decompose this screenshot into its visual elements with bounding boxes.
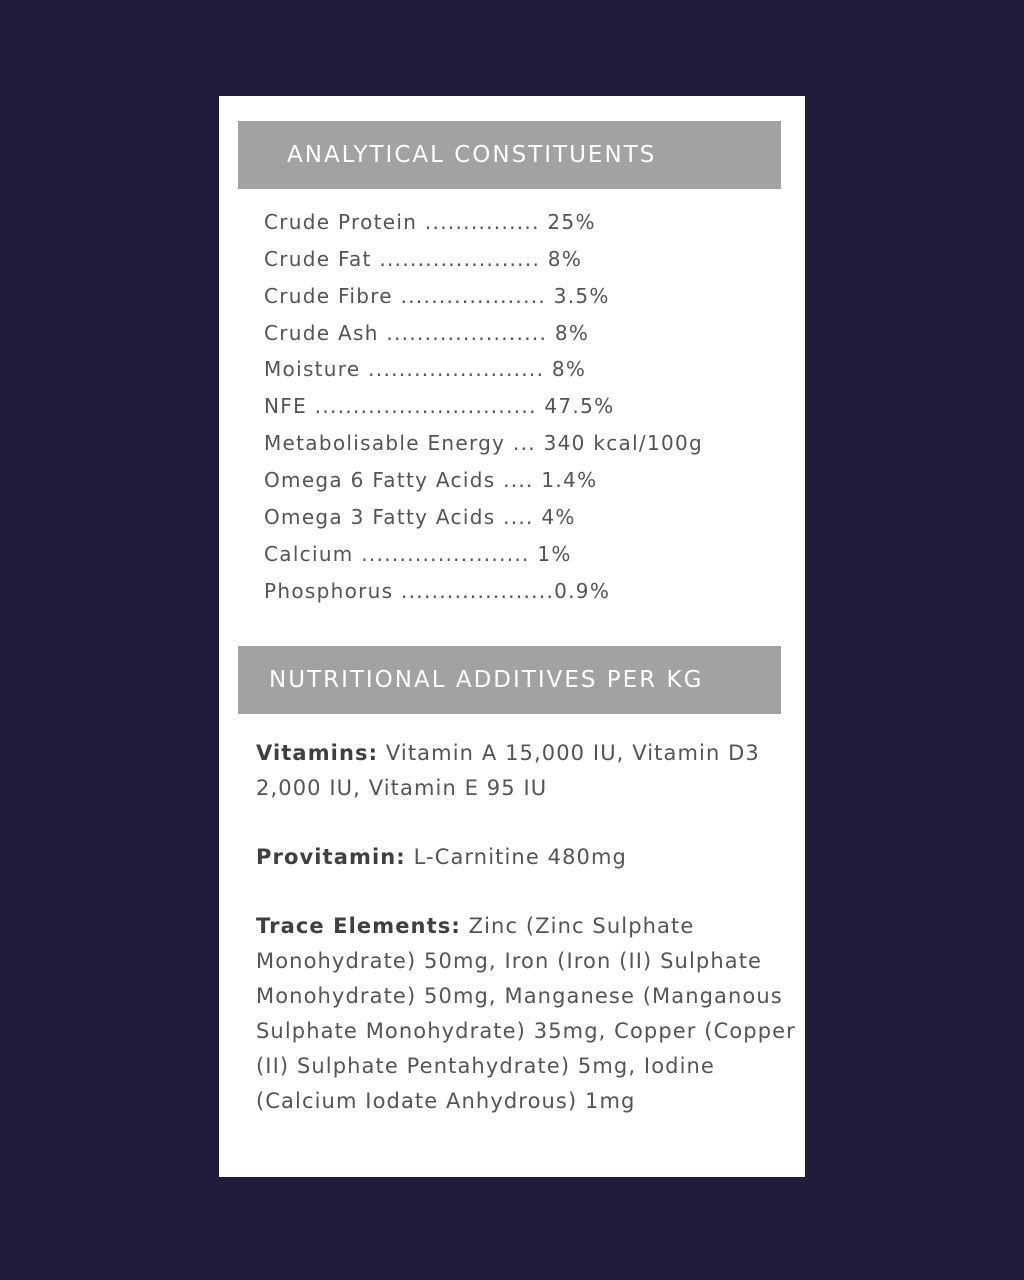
constituent-row: Crude Protein ............... 25% <box>264 210 596 234</box>
constituent-row: Phosphorus ....................0.9% <box>264 579 611 603</box>
additive-vitamins <box>256 736 801 806</box>
constituent-row: Moisture ....................... 8% <box>264 357 587 381</box>
additives-section <box>256 736 801 1153</box>
additive-text: L-Carnitine 480mg <box>413 845 627 869</box>
constituents-list <box>264 204 703 610</box>
constituent-row: Crude Ash ..................... 8% <box>264 321 590 345</box>
constituent-row: Crude Fibre ................... 3.5% <box>264 284 610 308</box>
additive-label: Vitamins: <box>256 741 379 765</box>
analytical-constituents-heading: ANALYTICAL CONSTITUENTS <box>238 121 781 189</box>
constituent-row: Metabolisable Energy ... 340 kcal/100g <box>264 431 704 455</box>
additive-trace-elements <box>256 909 801 1119</box>
constituent-row: Omega 6 Fatty Acids .... 1.4% <box>264 468 598 492</box>
additive-label: Trace Elements: <box>256 914 461 938</box>
additive-text: Zinc (Zinc Sulphate Monohydrate) 50mg, Iron (Iron (II) Sulphate Monohydrate) 50mg, Manganese (Manganous Sulphate Monohydrate) 35mg, Copper (Copper (II) Sulphate Pentahydrate) 5mg, Iodine (Calcium Iodate Anhydrous) 1mg <box>256 914 796 1113</box>
constituent-row: Crude Fat ..................... 8% <box>264 247 583 271</box>
constituent-row: Calcium ...................... 1% <box>264 542 572 566</box>
nutritional-additives-heading: NUTRITIONAL ADDITIVES PER KG <box>238 646 781 714</box>
additive-label: Provitamin: <box>256 845 406 869</box>
nutrition-card <box>219 96 805 1177</box>
additive-text: Vitamin A 15,000 IU, Vitamin D3 2,000 IU, Vitamin E 95 IU <box>256 741 760 800</box>
constituent-row: Omega 3 Fatty Acids .... 4% <box>264 505 576 529</box>
constituent-row: NFE ............................. 47.5% <box>264 394 615 418</box>
additive-provitamin <box>256 840 801 875</box>
